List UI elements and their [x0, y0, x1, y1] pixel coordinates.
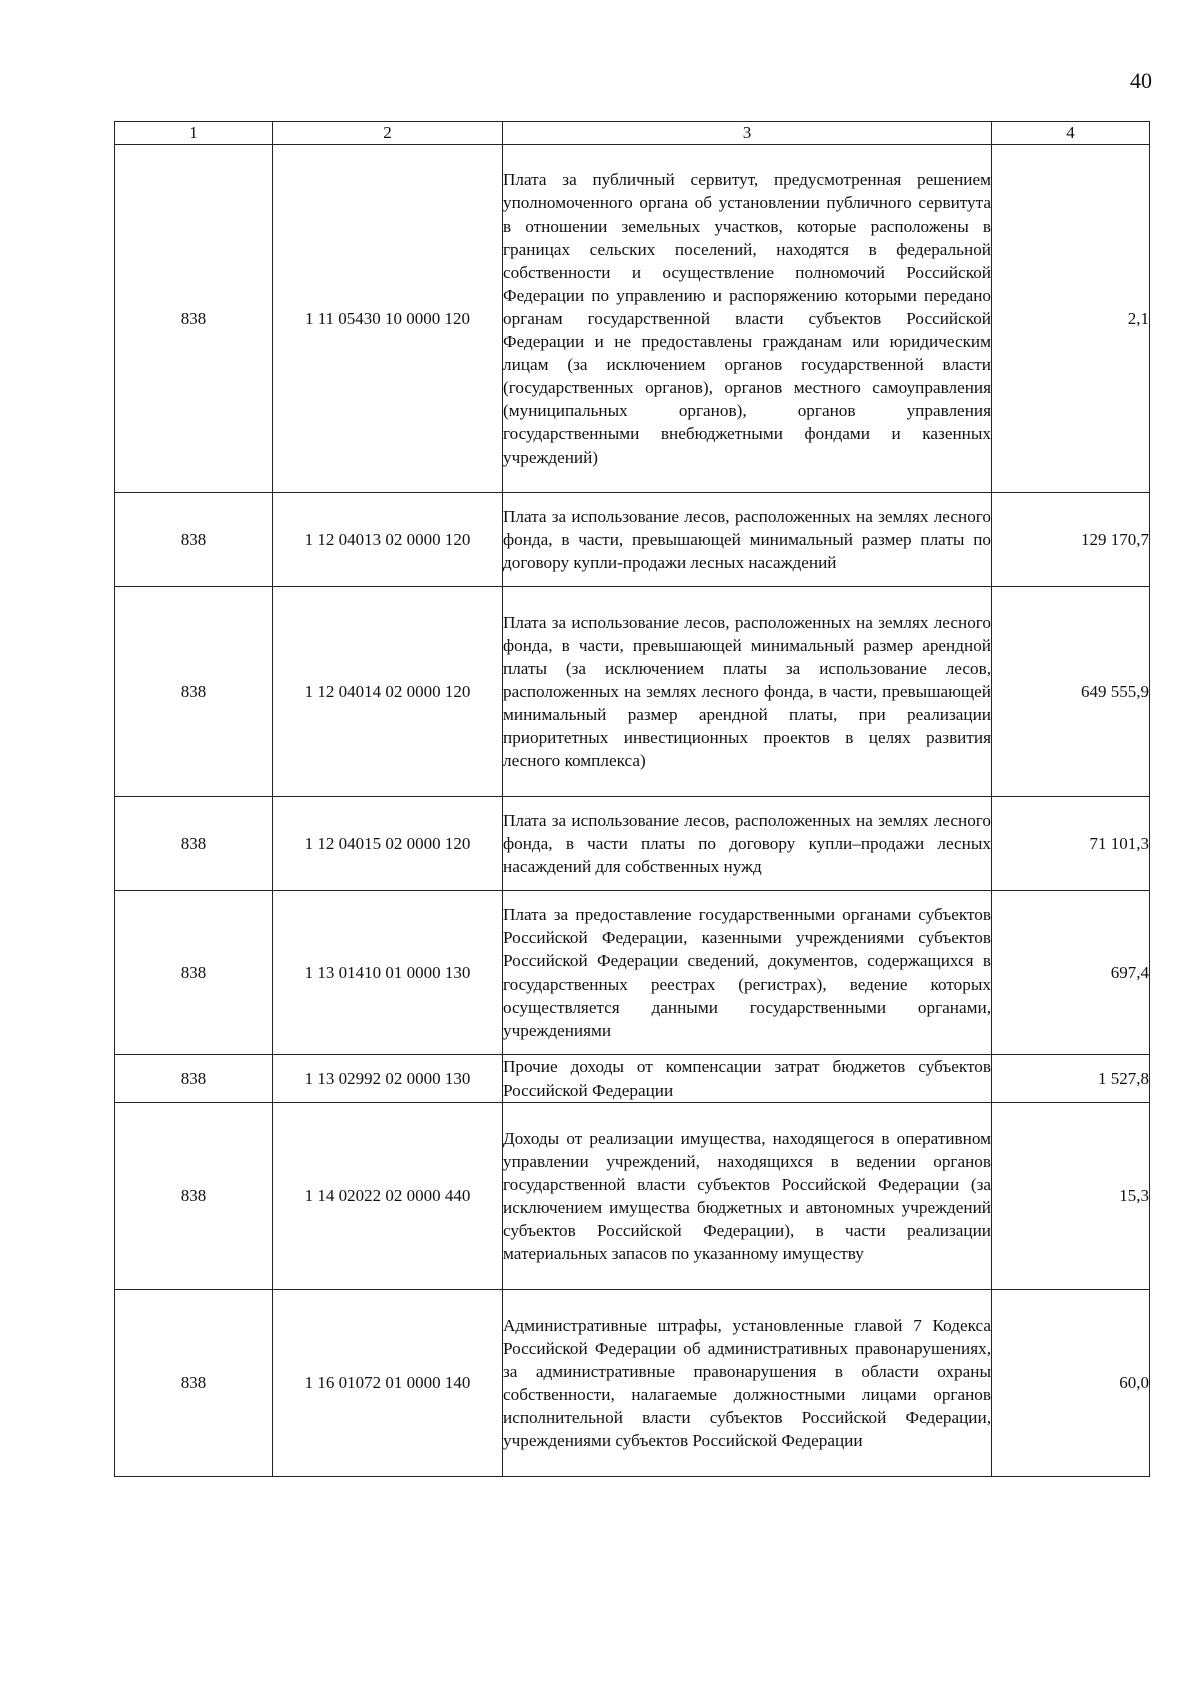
amount-cell: 15,3	[992, 1103, 1150, 1290]
income-name-cell: Административные штрафы, установленные главой 7 Кодекса Российской Федерации об административных правонарушениях, за административные правонарушения в области охраны собственности, налагаемые должностными лицами органов исполнительной власти субъектов Российской Федерации, учреждениями субъектов Российской Федерации	[503, 1290, 992, 1477]
table-row	[115, 1055, 1150, 1103]
budget-code-cell: 1 13 02992 02 0000 130	[273, 1055, 503, 1103]
admin-code-cell: 838	[115, 891, 273, 1055]
admin-code-cell: 838	[115, 797, 273, 891]
budget-code-cell: 1 11 05430 10 0000 120	[273, 145, 503, 493]
amount-cell: 2,1	[992, 145, 1150, 493]
table-row	[115, 891, 1150, 1055]
header-col-4: 4	[992, 122, 1150, 145]
budget-code-cell: 1 12 04013 02 0000 120	[273, 493, 503, 587]
budget-code-cell: 1 14 02022 02 0000 440	[273, 1103, 503, 1290]
page-number: 40	[1130, 68, 1152, 93]
amount-cell: 129 170,7	[992, 493, 1150, 587]
header-col-2: 2	[273, 122, 503, 145]
admin-code-cell: 838	[115, 1103, 273, 1290]
admin-code-cell: 838	[115, 1055, 273, 1103]
header-col-1: 1	[115, 122, 273, 145]
amount-cell: 71 101,3	[992, 797, 1150, 891]
amount-cell: 60,0	[992, 1290, 1150, 1477]
income-name-cell: Плата за публичный сервитут, предусмотренная решением уполномоченного органа об установлении публичного сервитута в отношении земельных участков, которые расположены в границах сельских поселений, находятся в федеральной собственности и осуществление полномочий Российской Федерации по управлению и распоряжению которыми передано органам государственной власти субъектов Российской Федерации и не предоставлены гражданам или юридическим лицам (за исключением органов государственной власти (государственных органов), органов местного самоуправления (муниципальных органов), органов управления государственными внебюджетными фондами и казенных учреждений)	[503, 145, 992, 493]
admin-code-cell: 838	[115, 587, 273, 797]
budget-code-cell: 1 13 01410 01 0000 130	[273, 891, 503, 1055]
table-row	[115, 145, 1150, 493]
amount-cell: 1 527,8	[992, 1055, 1150, 1103]
table-row	[115, 1290, 1150, 1477]
budget-code-cell: 1 12 04015 02 0000 120	[273, 797, 503, 891]
table-row	[115, 1103, 1150, 1290]
admin-code-cell: 838	[115, 145, 273, 493]
budget-code-cell: 1 12 04014 02 0000 120	[273, 587, 503, 797]
income-name-cell: Плата за предоставление государственными органами субъектов Российской Федерации, казенными учреждениями субъектов Российской Федерации сведений, документов, содержащихся в государственных реестрах (регистрах), ведение которых осуществляется данными государственными органами, учреждениями	[503, 891, 992, 1055]
income-name-cell: Плата за использование лесов, расположенных на землях лесного фонда, в части, превышающей минимальный размер платы по договору купли-продажи лесных насаждений	[503, 493, 992, 587]
table-row	[115, 797, 1150, 891]
table-row	[115, 493, 1150, 587]
amount-cell: 649 555,9	[992, 587, 1150, 797]
income-name-cell: Прочие доходы от компенсации затрат бюджетов субъектов Российской Федерации	[503, 1055, 992, 1103]
income-name-cell: Доходы от реализации имущества, находящегося в оперативном управлении учреждений, находящихся в ведении органов государственной власти субъектов Российской Федерации (за исключением имущества бюджетных и автономных учреждений субъектов Российской Федерации), в части реализации материальных запасов по указанному имуществу	[503, 1103, 992, 1290]
budget-code-cell: 1 16 01072 01 0000 140	[273, 1290, 503, 1477]
revenue-table	[114, 121, 1150, 1477]
income-name-cell: Плата за использование лесов, расположенных на землях лесного фонда, в части платы по договору купли–продажи лесных насаждений для собственных нужд	[503, 797, 992, 891]
table-row	[115, 587, 1150, 797]
header-col-3: 3	[503, 122, 992, 145]
amount-cell: 697,4	[992, 891, 1150, 1055]
header-row	[115, 122, 1150, 145]
income-name-cell: Плата за использование лесов, расположенных на землях лесного фонда, в части, превышающей минимальный размер арендной платы (за исключением платы за использование лесов, расположенных на землях лесного фонда, в части, превышающей минимальный размер арендной платы, при реализации приоритетных инвестиционных проектов в целях развития лесного комплекса)	[503, 587, 992, 797]
admin-code-cell: 838	[115, 493, 273, 587]
admin-code-cell: 838	[115, 1290, 273, 1477]
